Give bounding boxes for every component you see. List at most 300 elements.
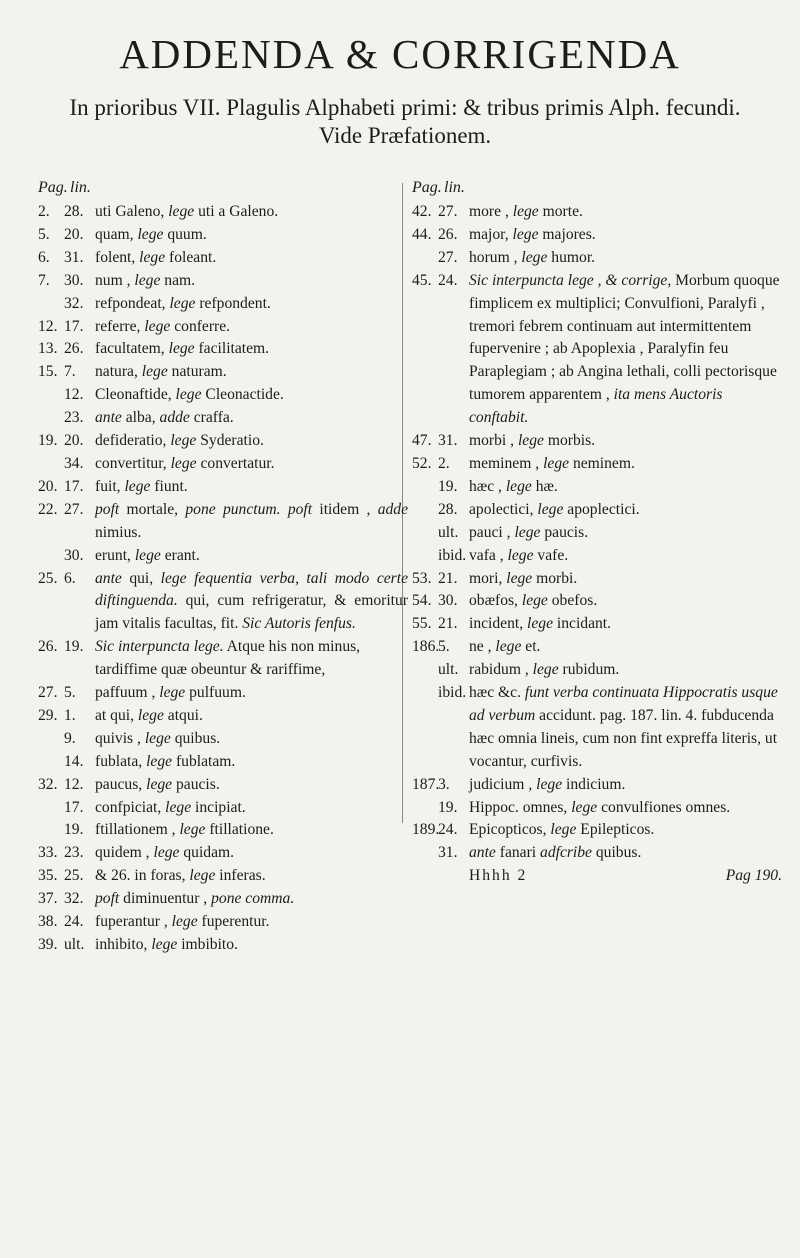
line-number: 17. [64,477,84,495]
correction-text [469,476,782,499]
line-number: 32. [64,890,84,908]
errata-entry [38,293,408,316]
line-number: 21. [438,569,458,587]
line-number: 34. [64,454,84,472]
text-fragment: quum. [163,225,207,243]
line-number: 31. [64,248,84,266]
correction-text [95,911,408,934]
italic-instruction: lege [144,317,171,335]
text-fragment: fanari [495,844,541,862]
italic-instruction: poft [95,500,120,518]
footer-line [469,865,782,888]
correction-text [95,361,408,384]
line-number: 27. [64,500,84,518]
line-number: 24. [64,913,84,931]
correction-text [469,590,782,613]
text-fragment: morbis. [543,432,596,450]
errata-entry [412,430,782,453]
line-number: 27. [438,248,458,266]
right-column-header [412,179,782,201]
correction-text [95,568,408,637]
italic-instruction: lege [153,844,180,862]
italic-instruction: ante [95,569,122,587]
correction-text [95,407,408,430]
page-number: 37. [38,890,58,908]
text-fragment: morbi , [469,432,518,450]
text-fragment: quivis , [95,729,145,747]
italic-instruction: lege [124,477,151,495]
text-fragment: et. [521,638,541,656]
errata-entry [412,499,782,522]
italic-instruction: lege [170,432,197,450]
errata-entry [38,499,408,545]
page-number: 26. [38,638,58,656]
text-fragment: qui, [121,569,161,587]
text-fragment: itidem , [312,500,378,518]
italic-instruction: lege [134,546,161,564]
line-number: ult. [438,523,459,541]
italic-instruction: lege [137,225,164,243]
line-number: 30. [438,592,458,610]
correction-text [469,545,782,568]
correction-text [469,659,782,682]
errata-entry [38,545,408,568]
errata-entry [412,453,782,476]
page-number: 186. [412,638,440,656]
text-fragment: uti a Galeno. [194,203,279,220]
page-number: 22. [38,500,58,518]
errata-entry [38,407,408,430]
text-fragment: nimius. [95,523,142,541]
italic-instruction: poft [95,890,120,908]
line-number: 20. [64,225,84,243]
italic-instruction: lege [506,569,533,587]
correction-text [95,751,408,774]
text-fragment: facilitatem. [194,340,270,358]
page-number: 42. [412,203,432,220]
page-number: 47. [412,432,432,450]
italic-instruction: lege [169,294,196,312]
correction-text [95,201,408,224]
line-number: 25. [64,867,84,885]
text-fragment: fiunt. [150,477,188,495]
text-fragment: diminuentur , [119,890,212,908]
line-number: 3. [438,775,450,793]
page-number: 38. [38,913,58,931]
italic-instruction: lege [550,821,577,839]
correction-text [469,270,782,430]
line-number: 17. [64,317,84,335]
errata-entry [38,636,408,682]
page-number: 35. [38,867,58,885]
line-number: 26. [438,225,458,243]
text-fragment: hæ. [531,477,558,495]
correction-text [95,224,408,247]
italic-instruction: lege [536,775,563,793]
line-number: 5. [438,638,450,656]
line-number: 31. [438,432,458,450]
errata-entry [38,430,408,453]
italic-instruction: lege [505,477,532,495]
italic-instruction: adde [377,500,408,518]
errata-entry [412,842,782,865]
text-fragment: quidam. [179,844,235,862]
lin-header: lin. [444,179,465,196]
text-fragment: meminem , [469,454,544,472]
line-number: 12. [64,386,84,404]
errata-entry [38,476,408,499]
errata-entry [38,453,408,476]
italic-instruction: ante [469,844,496,862]
line-number: ult. [64,936,85,953]
text-fragment: apolectici, [469,500,538,518]
page-number: 5. [38,225,50,243]
text-fragment: num , [95,271,135,289]
line-number: 24. [438,271,458,289]
text-fragment: indicium. [562,775,626,793]
correction-text [95,774,408,797]
errata-entry [412,545,782,568]
italic-instruction: ante [95,409,122,427]
errata-entry [38,568,408,637]
line-number: ult. [438,661,459,679]
italic-instruction: lege [139,248,166,266]
pag-header: Pag. [412,179,442,196]
italic-instruction: lege [507,546,534,564]
line-number: 2. [438,454,450,472]
text-fragment: ne , [469,638,496,656]
correction-text [95,430,408,453]
page-number: 52. [412,454,432,472]
italic-instruction: lege [146,752,173,770]
text-fragment: referre, [95,317,145,335]
page-number: 13. [38,340,58,358]
page-number: 2. [38,203,50,220]
correction-text [95,316,408,339]
text-fragment: Syderatio. [196,432,264,450]
correction-text [469,522,782,545]
line-number: 26. [64,340,84,358]
right-column [412,179,782,888]
text-fragment: Hippoc. omnes, [469,798,572,816]
correction-text [95,636,408,682]
italic-instruction: adde [159,409,190,427]
text-fragment: vafe. [533,546,569,564]
errata-entry [38,338,408,361]
line-number: 28. [438,500,458,518]
errata-entry [412,659,782,682]
errata-entry [412,568,782,591]
page-number: 53. [412,569,432,587]
text-fragment: conferre. [170,317,231,335]
text-fragment: at qui, [95,706,138,724]
text-fragment: Epilepticos. [576,821,655,839]
text-fragment: Cleonaftide, [95,386,176,404]
text-fragment: Epicopticos, [469,821,551,839]
text-fragment: qui, cum refrigeratur, & emoritur jam vitalis facultas, fit. [95,592,408,633]
page-number: 15. [38,363,58,381]
line-number: 32. [64,294,84,312]
correction-text [95,545,408,568]
errata-entry [412,819,782,842]
text-fragment: humor. [547,248,596,266]
page-number: 6. [38,248,50,266]
italic-instruction: lege [137,706,164,724]
errata-entry [38,682,408,705]
text-fragment: folent, [95,248,140,266]
correction-text [469,819,782,842]
text-fragment: paucis. [172,775,220,793]
text-fragment: refpondent. [195,294,271,312]
italic-instruction: adfcribe [540,844,592,862]
text-fragment: atqui. [163,706,203,724]
text-fragment: imbibito. [177,936,238,953]
correction-text [469,568,782,591]
text-fragment: uti Galeno, [95,203,169,220]
text-fragment: morbi. [532,569,578,587]
line-number: 28. [64,203,84,220]
text-fragment: fuperantur , [95,913,172,931]
text-fragment: Cleonactide. [201,386,284,404]
italic-instruction: lege [512,203,539,220]
correction-text [469,247,782,270]
correction-text [469,682,782,774]
pag-header: Pag. [38,179,68,196]
text-fragment: quidem , [95,844,154,862]
page-number: 55. [412,615,432,633]
errata-entry [38,728,408,751]
italic-instruction: lege [144,729,171,747]
correction-text [95,270,408,293]
errata-entry [38,797,408,820]
lin-header: lin. [70,179,91,196]
correction-text [95,842,408,865]
line-number: 7. [64,363,76,381]
line-number: 19. [64,638,84,656]
text-fragment: Morbum quoque fimplicem ex multiplici; Convulfioni, Paralyfi , tremori febrem continuam aut intermittentem fupervenire ; ab Apoplexia , Paralyfin feu Paraplegiam ; ab Angina lethali, colli pectorisque tumorem apparentem , [469,271,780,404]
italic-instruction: lege [179,821,206,839]
errata-entry [38,224,408,247]
text-fragment: hæc &c. [469,684,525,702]
italic-instruction: Sic Autoris fenfus. [242,615,356,633]
italic-instruction: lege [527,615,554,633]
page-number: 19. [38,432,58,450]
correction-text [95,819,408,842]
errata-entry [412,201,782,224]
italic-instruction: lege [495,638,522,656]
errata-entry [38,865,408,888]
text-fragment: quibus. [591,844,642,862]
text-fragment: Atque his non minus, tardiffime quæ obeuntur & rariffime, [95,638,361,679]
text-fragment: majores. [538,225,596,243]
errata-entry [38,201,408,224]
text-fragment: incipiat. [191,798,246,816]
errata-entry [412,590,782,613]
correction-text [469,453,782,476]
errata-entry [412,682,782,774]
errata-entry [412,613,782,636]
correction-text [95,453,408,476]
correction-text [95,888,408,911]
correction-text [95,728,408,751]
italic-instruction: pone comma. [211,890,295,908]
errata-entry [38,705,408,728]
correction-text [95,682,408,705]
italic-instruction: lege [175,386,202,404]
catchword: Pag 190. [725,867,782,885]
italic-instruction: lege [151,936,178,953]
line-number: 19. [438,798,458,816]
italic-instruction: lege [189,867,216,885]
page-number: 27. [38,684,58,702]
line-number: 1. [64,706,76,724]
signature-mark: Hhhh 2 [469,867,528,885]
italic-instruction: lege [168,203,195,220]
line-number: 19. [64,821,84,839]
page-number: 44. [412,225,432,243]
line-number: 21. [438,615,458,633]
errata-entry [412,774,782,797]
italic-instruction: lege [537,500,564,518]
text-fragment: judicium , [469,775,537,793]
page-number: 25. [38,569,58,587]
text-fragment: mortale, [119,500,186,518]
text-fragment: nam. [160,271,196,289]
line-number: 20. [64,432,84,450]
text-fragment: fublatam. [172,752,236,770]
italic-instruction: lege [521,248,548,266]
line-number: 27. [438,203,458,220]
line-number: 23. [64,409,84,427]
italic-instruction: pone punctum. poft [185,500,313,518]
text-fragment: hæc , [469,477,506,495]
text-fragment: pauci , [469,523,515,541]
text-fragment: refpondeat, [95,294,170,312]
left-entry-list [38,201,408,957]
correction-text [95,247,408,270]
line-number: 12. [64,775,84,793]
errata-entry [38,270,408,293]
text-fragment: erant. [160,546,200,564]
text-fragment: ftillationem , [95,821,180,839]
text-fragment: quibus. [170,729,221,747]
errata-entry [412,270,782,430]
text-fragment: convertitur, [95,454,171,472]
line-number: 24. [438,821,458,839]
correction-text [469,613,782,636]
italic-instruction: lege [168,340,195,358]
line-number: 30. [64,271,84,289]
correction-text [95,797,408,820]
text-fragment: accidunt. pag. 187. lin. 4. fubducenda hæc omnia lineis, cum non fint expreffa literis, ut vocantur, curfivis. [469,706,778,770]
text-fragment: neminem. [569,454,635,472]
left-column [38,179,408,957]
correction-text [469,201,782,224]
errata-entry [412,636,782,659]
line-number: ibid. [438,684,467,702]
page-title: ADDENDA & CORRIGENDA [119,31,681,77]
text-fragment: morte. [538,203,583,220]
text-fragment: horum , [469,248,522,266]
correction-text [95,384,408,407]
line-number: 17. [64,798,84,816]
page-number: 187. [412,775,440,793]
italic-instruction: lege [532,661,559,679]
errata-entry [38,774,408,797]
italic-instruction: Sic interpuncta lege. [95,638,224,656]
right-entry-list [412,201,782,865]
correction-text [469,842,782,865]
page-number: 32. [38,775,58,793]
italic-instruction: lege [571,798,598,816]
page-number: 33. [38,844,58,862]
text-fragment: apoplectici. [563,500,640,518]
errata-entry [38,819,408,842]
italic-instruction: lege [512,225,539,243]
text-fragment: quam, [95,225,138,243]
errata-entry [38,361,408,384]
line-number: 9. [64,729,76,747]
page-number: 39. [38,936,58,953]
text-fragment: paucus, [95,775,147,793]
line-number: ibid. [438,546,467,564]
correction-text [95,705,408,728]
line-number: 19. [438,477,458,495]
text-fragment: natura, [95,363,142,381]
text-fragment: convulfiones omnes. [597,798,731,816]
errata-entry [38,842,408,865]
errata-entry [412,476,782,499]
text-fragment: pulfuum. [185,684,246,702]
correction-text [95,476,408,499]
page-number: 29. [38,706,58,724]
italic-instruction: lege fequentia verba, tali modo certe diftinguenda. [95,569,408,610]
errata-entry [38,247,408,270]
text-fragment: fublata, [95,752,147,770]
text-fragment: paffuum , [95,684,160,702]
correction-text [469,636,782,659]
text-fragment: fuit, [95,477,125,495]
italic-instruction: lege [146,775,173,793]
italic-instruction: lege [170,454,197,472]
text-fragment: rubidum. [558,661,620,679]
text-fragment: facultatem, [95,340,169,358]
errata-entry [412,247,782,270]
text-fragment: incident, [469,615,528,633]
correction-text [469,430,782,453]
errata-entry [38,911,408,934]
text-fragment: naturam. [167,363,227,381]
text-fragment: major, [469,225,513,243]
line-number: 14. [64,752,84,770]
italic-instruction: lege [514,523,541,541]
italic-instruction: funt verba continuata Hippocratis usque ad verbum [469,684,778,724]
text-fragment: mori, [469,569,507,587]
text-fragment: foleant. [165,248,217,266]
errata-entry [412,224,782,247]
text-fragment: more , [469,203,513,220]
text-fragment: & 26. in foras, [95,867,190,885]
correction-text [95,865,408,888]
correction-text [95,934,408,957]
italic-instruction: lege [134,271,161,289]
line-number: 5. [64,684,76,702]
text-fragment: fuperentur. [197,913,270,931]
correction-text [95,293,408,316]
italic-instruction: Sic interpuncta lege , & corrige, [469,271,672,289]
italic-instruction: lege [171,913,198,931]
text-fragment: obefos. [547,592,598,610]
